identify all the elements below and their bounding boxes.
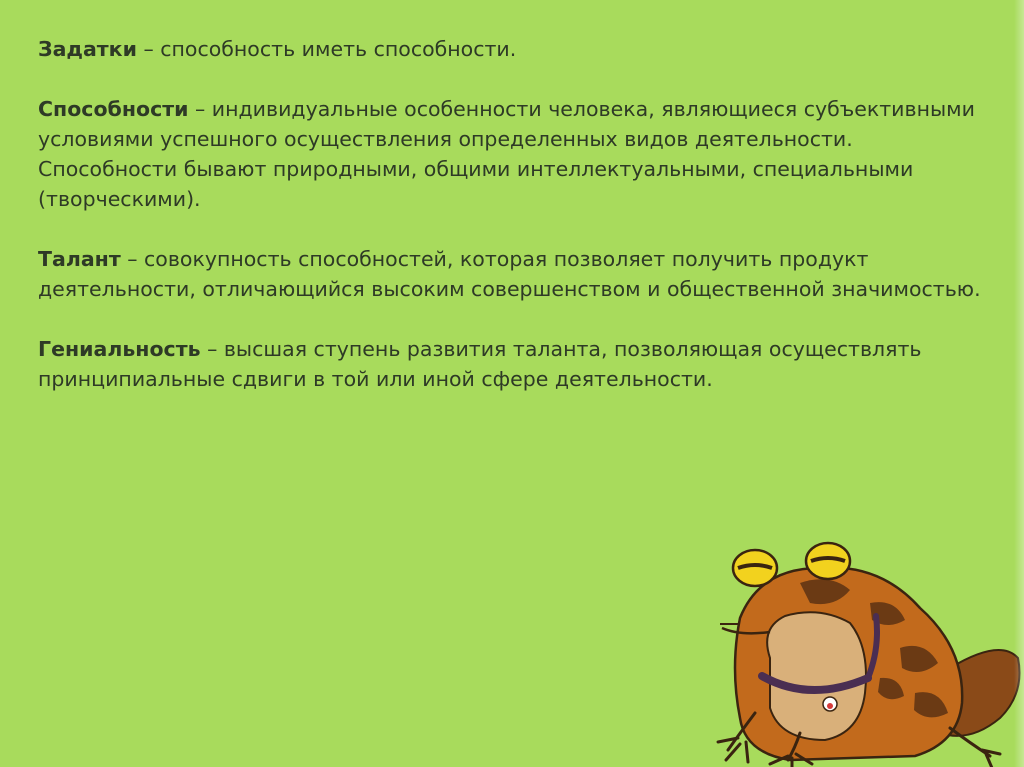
definition-sposobnosti <box>38 94 998 154</box>
definition-talant <box>38 244 998 304</box>
term-genialnost: Гениальность <box>38 337 201 361</box>
sposobnosti-types: Способности бывают природными, общими интеллектуальными, специальными (творческими). <box>38 157 914 211</box>
term-zadatki: Задатки <box>38 37 137 61</box>
definition-zadatki <box>38 34 998 64</box>
definition-zadatki-text: – способность иметь способности. <box>136 37 517 61</box>
definition-genialnost <box>38 334 998 394</box>
term-sposobnosti: Способности <box>38 97 189 121</box>
term-talant: Талант <box>38 247 121 271</box>
definition-talant-text: – совокупность способностей, которая позволяет получить продукт деятельности, отличающийся высоким совершенством и общественной значимостью. <box>38 247 981 301</box>
hypnotoad-frog-illustration <box>700 528 1024 767</box>
definitions-text <box>38 34 998 424</box>
definition-sposobnosti-text: – индивидуальные особенности человека, являющиеся субъективными условиями успешного осуществления определенных видов деятельности. <box>38 97 975 151</box>
definition-genialnost-text: – высшая ступень развития таланта, позволяющая осуществлять принципиальные сдвиги в той или иной сфере деятельности. <box>38 337 922 391</box>
